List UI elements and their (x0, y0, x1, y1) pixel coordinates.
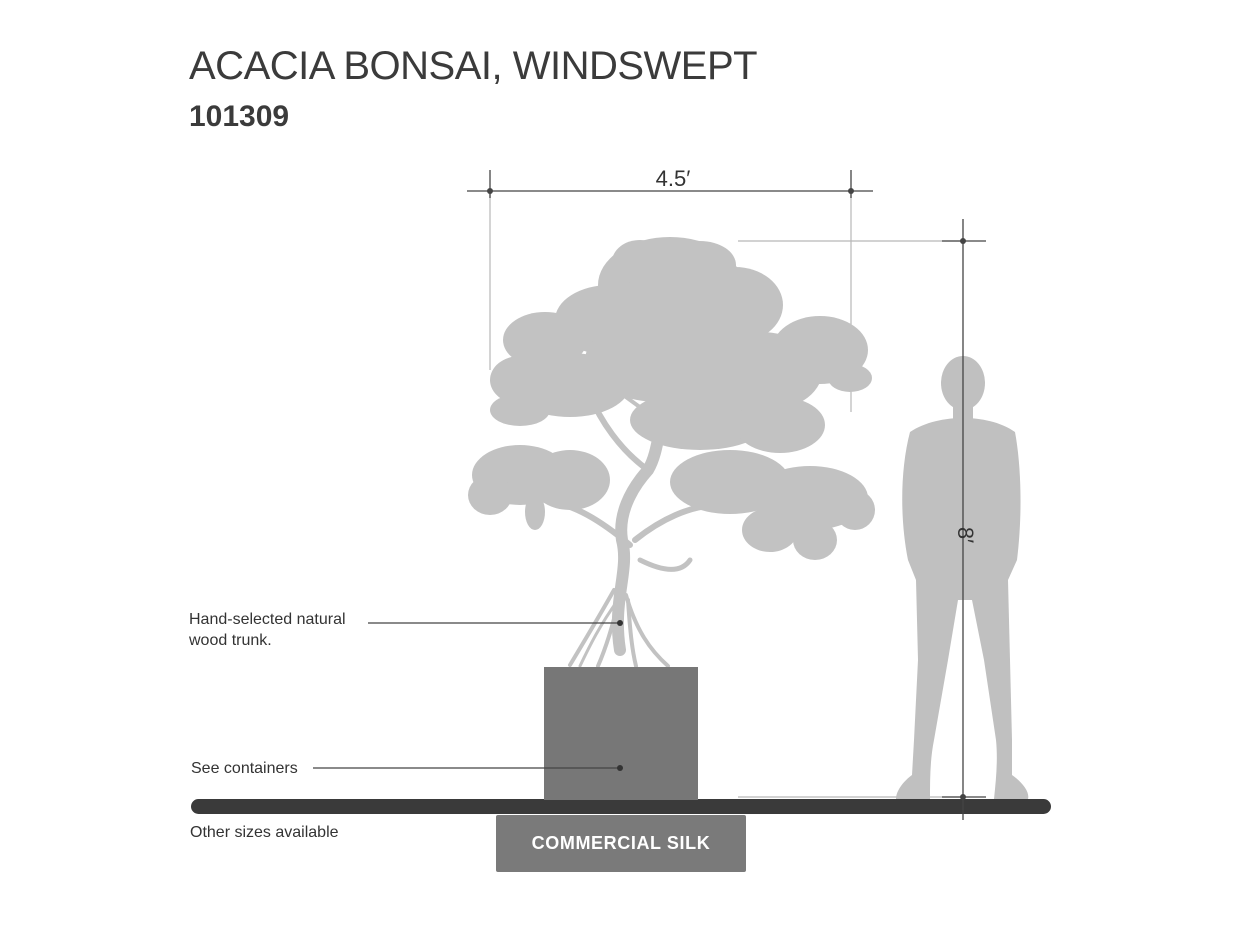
callout-containers: See containers (191, 760, 298, 777)
planter (544, 667, 698, 800)
human-silhouette (896, 356, 1028, 799)
ground-line (191, 799, 1051, 814)
callout-other-sizes: Other sizes available (190, 824, 339, 841)
width-label: 4.5′ (655, 166, 691, 191)
product-title: ACACIA BONSAI, WINDSWEPT (189, 44, 758, 88)
product-sku: 101309 (189, 100, 290, 133)
commercial-silk-badge: COMMERCIAL SILK (496, 815, 746, 872)
height-label: 8′ (953, 526, 978, 544)
callout-trunk: Hand-selected natural wood trunk. (189, 611, 346, 649)
